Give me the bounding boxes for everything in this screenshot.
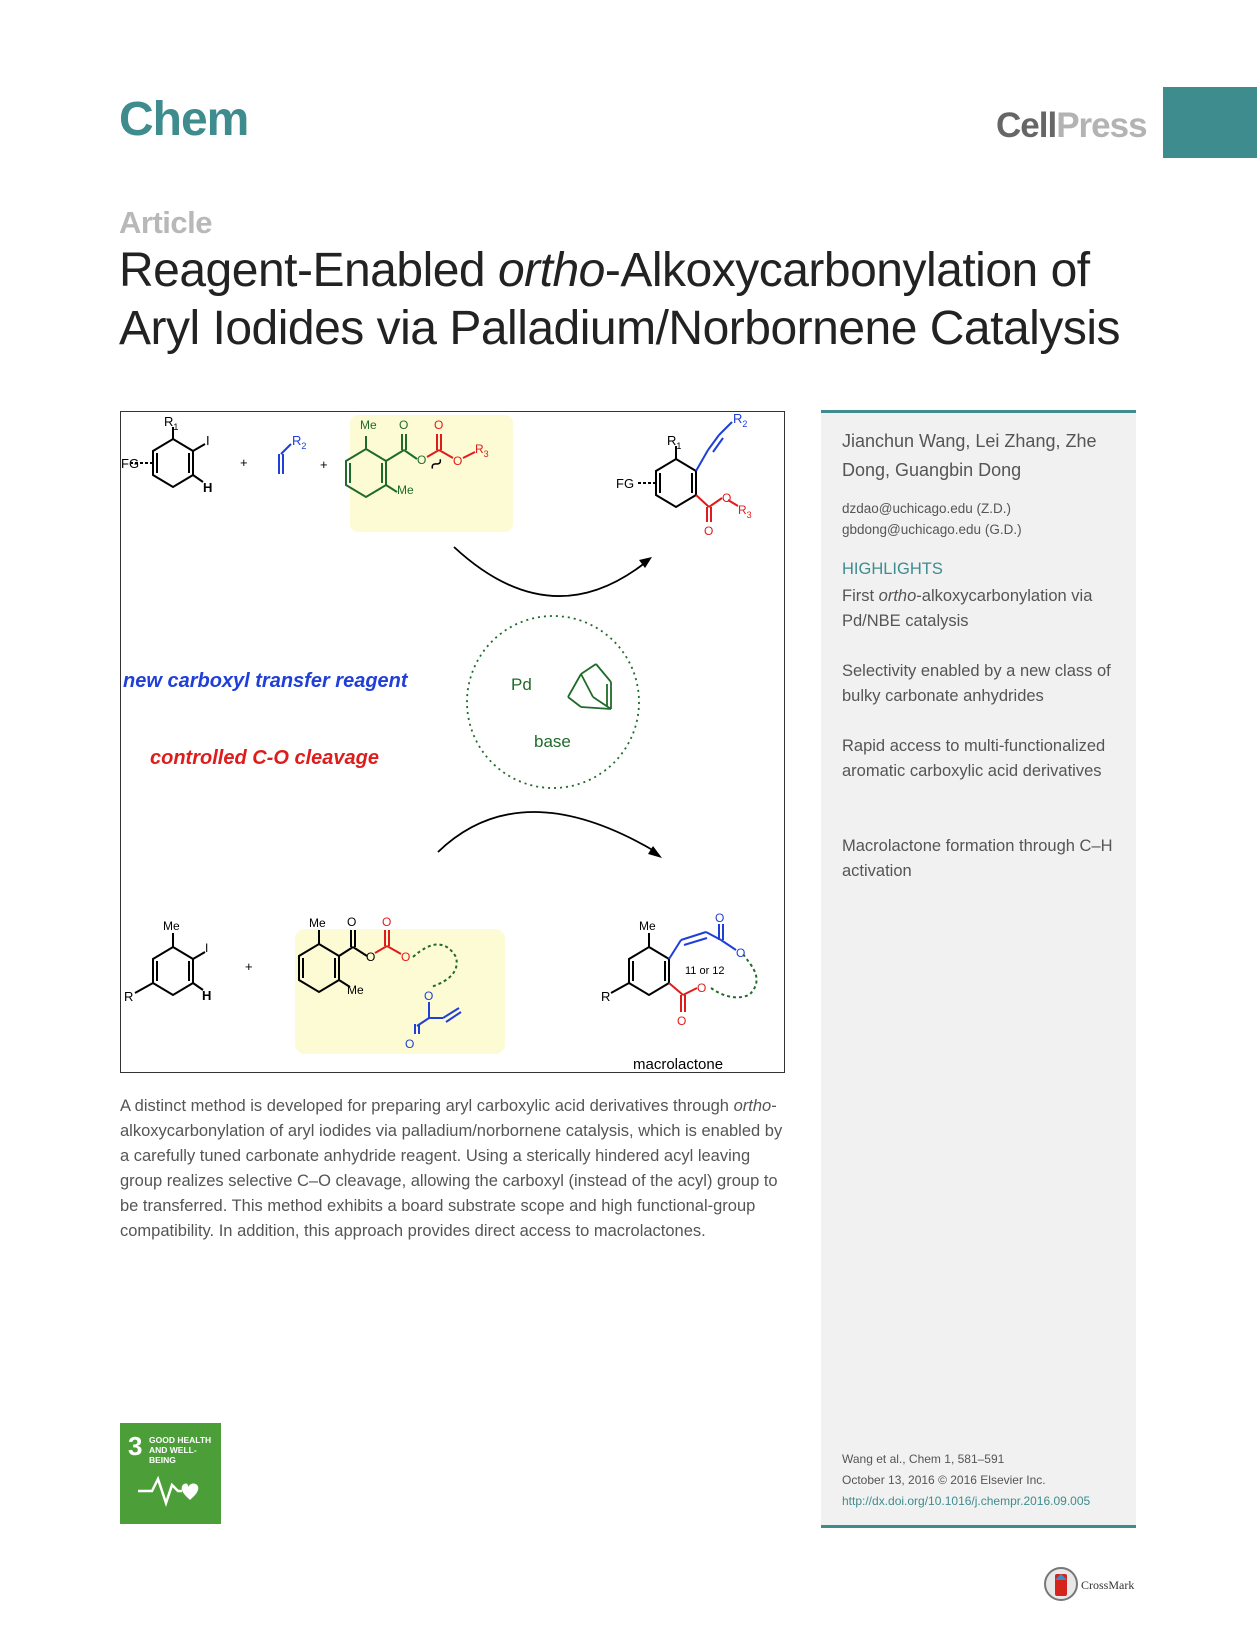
aryl-iodide-structure <box>135 933 205 995</box>
label-o: O <box>715 911 725 925</box>
norbornene-icon <box>568 664 611 709</box>
summary-italic: ortho <box>733 1097 772 1115</box>
label-new-carboxyl-reagent: new carboxyl transfer reagent <box>123 670 408 692</box>
label-r3: $R_3$ <box>475 442 489 459</box>
label-r: R <box>601 989 611 1004</box>
label-o: O <box>347 915 357 929</box>
label-i: I <box>205 941 209 955</box>
label-r1: $R_1$ <box>164 414 179 432</box>
highlight-item: Selectivity enabled by a new class of bulky carbonate anhydrides <box>842 662 1111 705</box>
catalyst-pd: Pd <box>511 675 532 694</box>
label-o: O <box>417 453 427 467</box>
highlights-heading: HIGHLIGHTS <box>842 560 943 578</box>
reaction-arrow-bottom <box>438 812 656 852</box>
email-link[interactable]: dzdao@uchicago.edu (Z.D.) <box>842 501 1012 516</box>
label-me: Me <box>163 919 180 933</box>
publisher-logo <box>996 106 1147 146</box>
highlight-text: First <box>842 587 879 605</box>
article-type: Article <box>119 205 212 240</box>
label-o: O <box>399 418 409 432</box>
highlight-item <box>842 584 1127 634</box>
crossmark-icon <box>1043 1566 1079 1602</box>
graphical-abstract <box>120 411 785 1073</box>
summary-text: -alkoxycarbonylation of aryl iodides via palladium/norbornene catalysis, which is enabled by a carefully tuned carbonate anhydride reagent. Using a sterically hindered acyl leaving group realizes selective C–O cleavage, allowing the carboxyl (instead of the acyl) group to be transferred. This method exhibits a board substrate scope and high functional-group compatibility. In addition, this approach provides direct access to macrolactones. <box>120 1097 783 1240</box>
plus-sign: + <box>245 959 253 974</box>
label-o: O <box>434 418 444 432</box>
label-fg: FG <box>121 456 140 471</box>
highlight-item: Rapid access to multi-functionalized aromatic carboxylic acid derivatives <box>842 737 1106 780</box>
label-r1: $R_1$ <box>667 433 682 451</box>
highlight-italic: ortho <box>878 587 917 605</box>
label-o: O <box>704 524 714 538</box>
label-me: Me <box>639 919 656 933</box>
catalyst-cycle-circle <box>467 616 639 788</box>
label-fg: FG <box>616 476 635 491</box>
product-blue-bonds <box>696 422 732 471</box>
plus-sign: + <box>240 455 248 470</box>
journal-logo: Chem <box>119 93 249 146</box>
macrolactone-red <box>669 983 697 1012</box>
label-me: Me <box>309 916 326 930</box>
label-h: H <box>203 480 213 495</box>
label-controlled-cleavage: controlled C-O cleavage <box>150 747 379 769</box>
summary-text: A distinct method is developed for preparing aryl carboxylic acid derivatives through <box>120 1097 734 1115</box>
label-o: O <box>424 989 434 1003</box>
heartbeat-icon <box>138 1473 204 1509</box>
label-o: O <box>405 1037 415 1051</box>
label-ring-size: 11 or 12 <box>685 965 725 977</box>
label-o: O <box>677 1014 687 1028</box>
label-o: O <box>366 950 376 964</box>
teal-corner-tab <box>1163 87 1257 158</box>
label-me: Me <box>397 483 414 497</box>
title-line1-suffix: -Alkoxycarbonylation of <box>604 244 1090 297</box>
label-o: O <box>697 981 707 995</box>
sdg-number: 3 <box>128 1431 143 1461</box>
reaction-arrow-top <box>454 547 646 596</box>
aryl-iodide-structure <box>131 427 205 487</box>
label-r2: $R_2$ <box>292 433 307 451</box>
authors: Jianchun Wang, Lei Zhang, Zhe Dong, Guangbin Dong <box>842 431 1097 480</box>
title-line2: Aryl Iodides via Palladium/Norbornene Catalysis <box>119 302 1120 355</box>
label-me: Me <box>360 418 377 432</box>
label-o: O <box>401 950 411 964</box>
alkene-structure <box>279 444 291 474</box>
plus-sign: + <box>320 457 328 472</box>
sdg-label: GOOD HEALTH AND WELL-BEING <box>149 1435 212 1465</box>
citation-line: October 13, 2016 © 2016 Elsevier Inc. <box>842 1473 1046 1487</box>
citation <box>842 1449 1090 1512</box>
article-title <box>119 242 1139 358</box>
author-emails <box>842 498 1022 540</box>
sidebar-panel <box>821 410 1136 1528</box>
label-i: I <box>206 433 210 448</box>
sdg-badge <box>120 1423 221 1524</box>
doi-link[interactable]: http://dx.doi.org/10.1016/j.chempr.2016.09.005 <box>842 1494 1091 1508</box>
label-h: H <box>202 988 212 1003</box>
macrolactone-structure <box>611 933 669 995</box>
product-structure <box>636 446 696 507</box>
label-o: O <box>736 946 746 960</box>
label-macrolactone: macrolactone <box>633 1056 724 1073</box>
crossmark-label: CrossMark <box>1081 1578 1135 1592</box>
crossmark-badge[interactable] <box>1043 1566 1143 1606</box>
title-line1-italic: ortho <box>497 244 605 297</box>
label-o: O <box>453 454 463 468</box>
label-r3: $R_3$ <box>738 503 752 520</box>
catalyst-base: base <box>534 732 571 751</box>
label-o: O <box>722 491 732 505</box>
label-r2: $R_2$ <box>733 412 748 429</box>
email-link[interactable]: gbdong@uchicago.edu (G.D.) <box>842 522 1022 537</box>
label-r: R <box>124 989 134 1004</box>
label-o: O <box>382 915 392 929</box>
publisher-cell: Cell <box>996 106 1057 145</box>
citation-line: Wang et al., Chem 1, 581–591 <box>842 1452 1005 1466</box>
label-me: Me <box>347 983 364 997</box>
highlight-item: Macrolactone formation through C–H activation <box>842 837 1113 880</box>
publisher-press: Press <box>1056 106 1147 145</box>
title-line1-prefix: Reagent-Enabled <box>119 244 498 297</box>
macrolactone-blue <box>669 924 736 959</box>
product-red-bonds <box>696 495 738 522</box>
reagent-highlight-box <box>350 415 513 532</box>
summary-paragraph <box>120 1094 785 1244</box>
highlight-text: -alkoxycarbonylation via Pd/NBE catalysis <box>842 587 1093 630</box>
